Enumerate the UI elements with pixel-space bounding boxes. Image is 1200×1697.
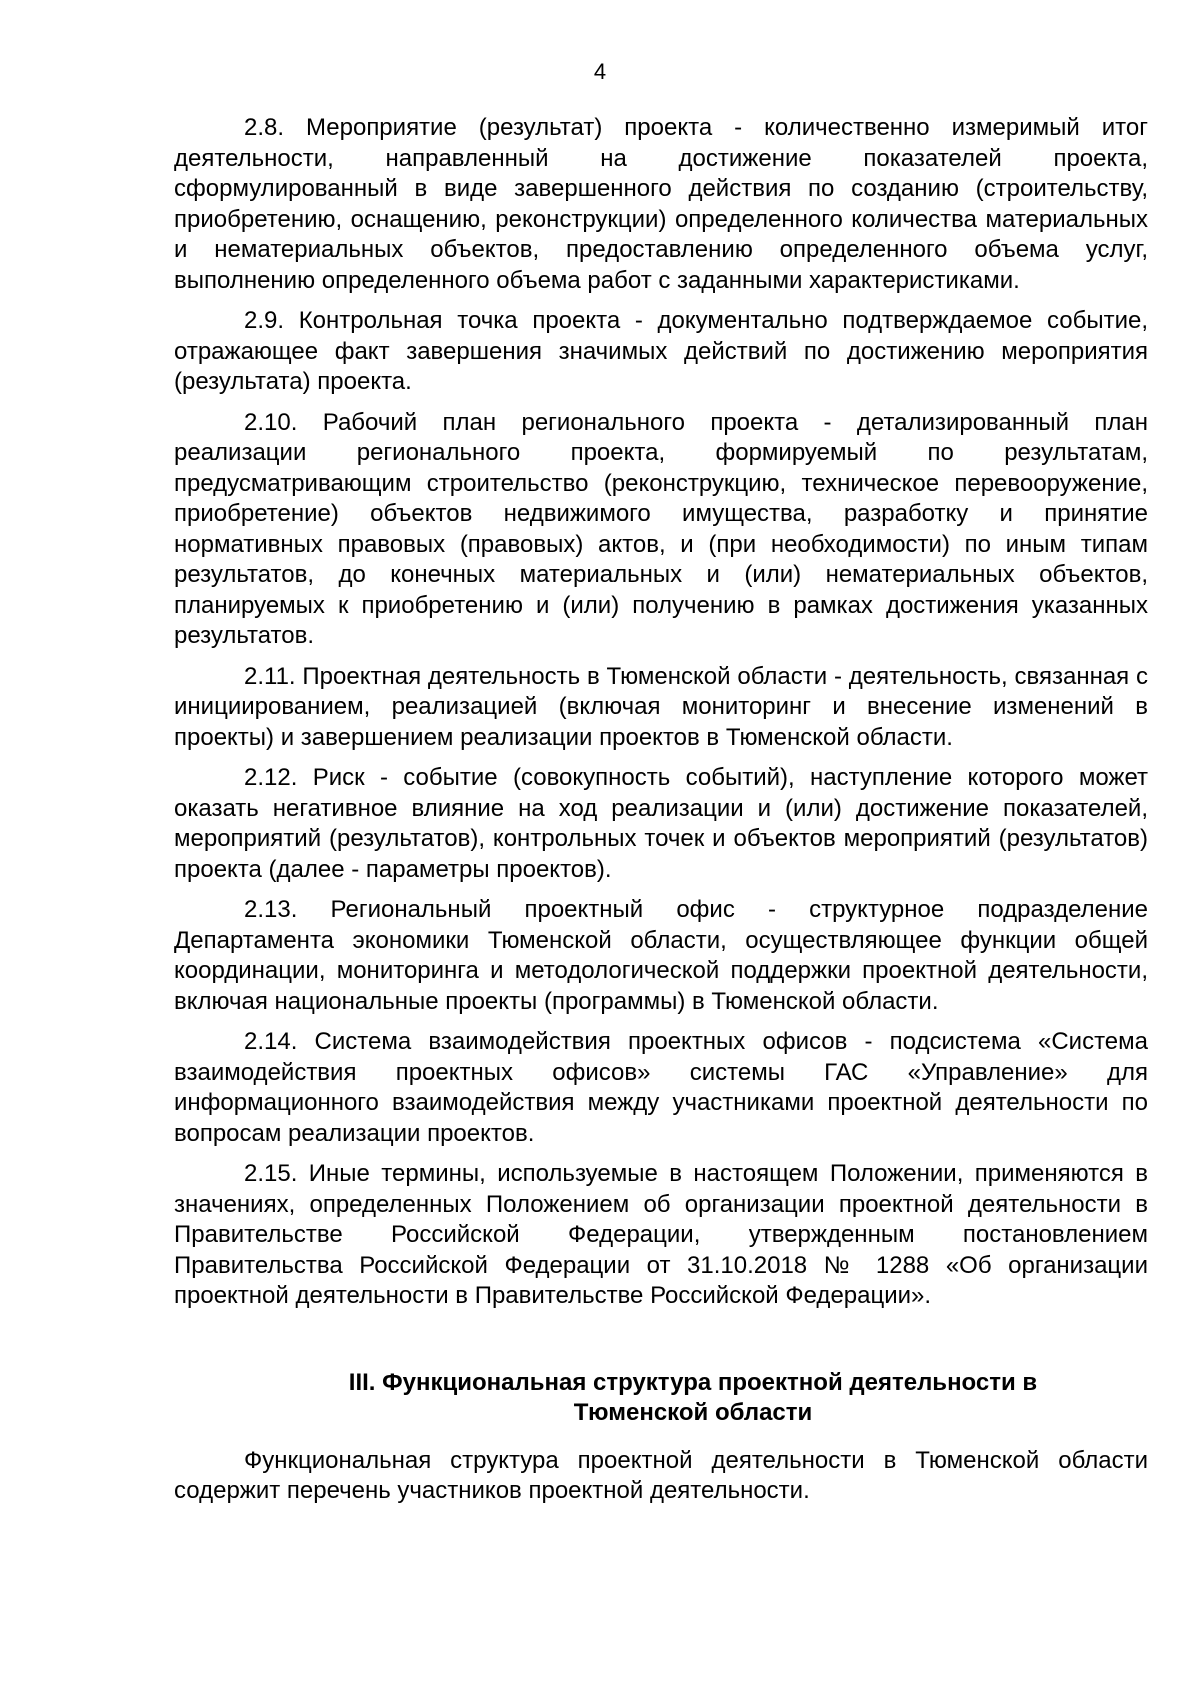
section-paragraph: Функциональная структура проектной деятельности в Тюменской области содержит перечень участников проектной деятельности. [174, 1446, 1148, 1504]
paragraph-2-15: 2.15. Иные термины, используемые в настоящем Положении, применяются в значениях, определенных Положением об организации проектной деятельности в Правительстве Российской Федерации, утвержденным постановлением Правительства Российской Федерации от 31.10.2018 № 1288 «Об организации проектной деятельности в Правительстве Российской Федерации». [174, 1160, 1148, 1309]
paragraph-2-14: 2.14. Система взаимодействия проектных офисов - подсистема «Система взаимодействия проектных офисов» системы ГАС «Управление» для информационного взаимодействия между участниками проектной деятельности по вопросам реализации проектов. [174, 1028, 1148, 1147]
paragraph-2-13: 2.13. Региональный проектный офис - структурное подразделение Департамента экономики Тюменской области, осуществляющее функции общей координации, мониторинга и методологической поддержки проектной деятельности, включая национальные проекты (программы) в Тюменской области. [174, 896, 1148, 1015]
paragraph-2-9: 2.9. Контрольная точка проекта - документально подтверждаемое событие, отражающее факт завершения значимых действий по достижению мероприятия (результата) проекта. [174, 307, 1148, 395]
document-body [174, 113, 1148, 1517]
section-heading [174, 1368, 1148, 1428]
paragraph-2-12: 2.12. Риск - событие (совокупность событий), наступление которого может оказать негативное влияние на ход реализации и (или) достижение показателей, мероприятий (результатов), контрольных точек и объектов мероприятий (результатов) проекта (далее - параметры проектов). [174, 764, 1148, 883]
section-heading-line-2: Тюменской области [573, 1398, 813, 1426]
paragraph-2-11: 2.11. Проектная деятельность в Тюменской области - деятельность, связанная с инициированием, реализацией (включая мониторинг и внесение изменений в проекты) и завершением реализации проектов в Тюменской области. [174, 662, 1148, 751]
paragraph-2-8: 2.8. Мероприятие (результат) проекта - количественно измеримый итог деятельности, направленный на достижение показателей проекта, сформулированный в виде завершенного действия по созданию (строительству, приобретению, оснащению, реконструкции) определенного количества материальных и нематериальных объектов, предоставлению определенного объема услуг, выполнению определенного объема работ с заданными характеристиками. [174, 114, 1148, 294]
section-heading-line-1: III. Функциональная структура проектной деятельности в [348, 1368, 1038, 1396]
paragraph-2-10: 2.10. Рабочий план регионального проекта - детализированный план реализации регионального проекта, формируемый по результатам, предусматривающим строительство (реконструкцию, техническое перевооружение, приобретение) объектов недвижимого имущества, разработку и принятие нормативных правовых (правовых) актов, и (при необходимости) по иным типам результатов, до конечных материальных и (или) нематериальных объектов, планируемых к приобретению и (или) получению в рамках достижения указанных результатов. [174, 408, 1148, 649]
page-number: 4 [593, 59, 607, 84]
